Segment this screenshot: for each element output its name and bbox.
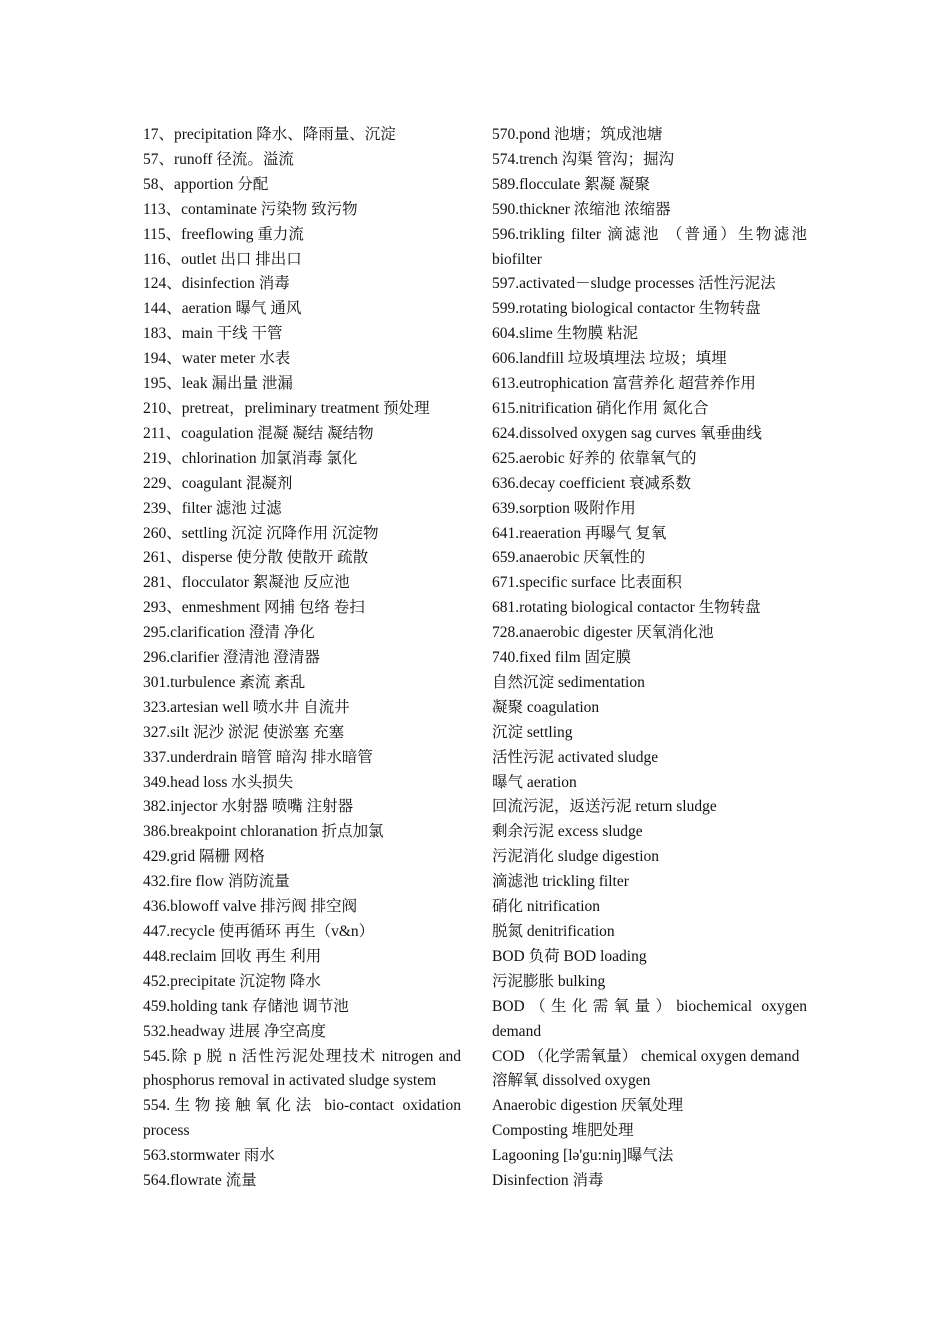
glossary-entry: 261、disperse 使分散 使散开 疏散	[143, 549, 369, 567]
glossary-entry: 432.fire flow 消防流量	[143, 873, 290, 891]
glossary-entry: 281、flocculator 絮凝池 反应池	[143, 574, 350, 592]
glossary-entry: Anaerobic digestion 厌氧处理	[492, 1097, 684, 1115]
glossary-entry: 590.thickner 浓缩池 浓缩器	[492, 200, 671, 218]
glossary-entry: 194、water meter 水表	[143, 350, 291, 368]
glossary-entry: 659.anaerobic 厌氧性的	[492, 549, 646, 567]
glossary-entry: 301.turbulence 紊流 紊乱	[143, 673, 306, 691]
glossary-entry: 活性污泥 activated sludge	[492, 748, 659, 766]
glossary-entry: 曝气 aeration	[492, 773, 577, 791]
glossary-entry: 386.breakpoint chloranation 折点加氯	[143, 823, 384, 841]
glossary-entry: 448.reclaim 回收 再生 利用	[143, 947, 322, 965]
glossary-entry: 459.holding tank 存储池 调节池	[143, 997, 349, 1015]
glossary-entry: BOD 负荷 BOD loading	[492, 947, 647, 965]
glossary-entry: 599.rotating biological contactor 生物转盘	[492, 300, 761, 318]
glossary-entry: 113、contaminate 污染物 致污物	[143, 200, 358, 218]
glossary-entry: 剩余污泥 excess sludge	[492, 823, 643, 841]
glossary-entry: 296.clarifier 澄清池 澄清器	[143, 649, 320, 667]
glossary-entry: 239、filter 滤池 过滤	[143, 499, 282, 517]
glossary-entry: 554.生物接触氧化法 bio-contact oxidation process	[143, 1097, 461, 1140]
glossary-entry: 195、leak 漏出量 泄漏	[143, 375, 293, 393]
glossary-entry: 624.dissolved oxygen sag curves 氧垂曲线	[492, 424, 762, 442]
glossary-entry: 自然沉淀 sedimentation	[492, 673, 645, 691]
glossary-entry: 183、main 干线 干管	[143, 325, 283, 343]
glossary-entry: 115、freeflowing 重力流	[143, 225, 304, 243]
glossary-entry: 613.eutrophication 富营养化 超营养作用	[492, 375, 756, 393]
glossary-entry: Composting 堆肥处理	[492, 1122, 634, 1140]
glossary-entry: 溶解氧 dissolved oxygen	[492, 1072, 651, 1090]
glossary-entry: 382.injector 水射器 喷嘴 注射器	[143, 798, 354, 816]
glossary-entry: 596.trikling filter 滴滤池 （普通）生物滤池 biofilter	[492, 225, 807, 268]
glossary-entry: 144、aeration 曝气 通风	[143, 300, 302, 318]
glossary-entry: 229、coagulant 混凝剂	[143, 474, 293, 492]
glossary-entry: 211、coagulation 混凝 凝结 凝结物	[143, 424, 374, 442]
glossary-entry: 436.blowoff valve 排污阀 排空阀	[143, 898, 358, 916]
right-column	[492, 123, 807, 1194]
glossary-entry: 210、pretreat，preliminary treatment 预处理	[143, 399, 430, 417]
glossary-entry: BOD（生化需氧量）biochemical oxygen demand	[492, 997, 807, 1040]
glossary-entry: 58、apportion 分配	[143, 175, 269, 193]
glossary-entry: 污泥消化 sludge digestion	[492, 848, 660, 866]
glossary-entry: 589.flocculate 絮凝 凝聚	[492, 175, 650, 193]
glossary-entry: 349.head loss 水头损失	[143, 773, 294, 791]
glossary-entry: 671.specific surface 比表面积	[492, 574, 682, 592]
glossary-entry: 563.stormwater 雨水	[143, 1147, 275, 1165]
glossary-entry: 639.sorption 吸附作用	[492, 499, 636, 517]
glossary-entry: COD （化学需氧量） chemical oxygen demand	[492, 1047, 800, 1065]
glossary-entry: 606.landfill 垃圾填埋法 垃圾；填埋	[492, 350, 727, 368]
glossary-entry: 597.activated－sludge processes 活性污泥法	[492, 275, 776, 293]
glossary-entry: 17、precipitation 降水、降雨量、沉淀	[143, 126, 396, 143]
glossary-entry: 回流污泥，返送污泥 return sludge	[492, 798, 717, 816]
glossary-entry: 636.decay coefficient 衰减系数	[492, 474, 691, 492]
glossary-entry: 脱氮 denitrification	[492, 923, 615, 940]
glossary-entry: 57、runoff 径流。溢流	[143, 150, 294, 168]
glossary-entry: 452.precipitate 沉淀物 降水	[143, 972, 321, 990]
glossary-entry: 574.trench 沟渠 管沟；掘沟	[492, 150, 675, 168]
glossary-entry: 564.flowrate 流量	[143, 1172, 257, 1190]
glossary-entry: 295.clarification 澄清 净化	[143, 624, 315, 642]
glossary-entry: 604.slime 生物膜 粘泥	[492, 325, 638, 343]
glossary-entry: 污泥膨胀 bulking	[492, 972, 606, 990]
glossary-entry: 681.rotating biological contactor 生物转盘	[492, 599, 761, 617]
glossary-entry: 323.artesian well 喷水井 自流井	[143, 698, 350, 716]
glossary-entry: 124、disinfection 消毒	[143, 275, 290, 293]
glossary-entry: 570.pond 池塘；筑成池塘	[492, 126, 663, 143]
glossary-entry: 641.reaeration 再曝气 复氧	[492, 524, 667, 542]
glossary-entry: 219、chlorination 加氯消毒 氯化	[143, 449, 358, 467]
glossary-entry: 116、outlet 出口 排出口	[143, 250, 302, 268]
left-column	[143, 123, 461, 1194]
glossary-entry: 沉淀 settling	[492, 723, 573, 741]
glossary-entry: 545.除 p 脱 n 活性污泥处理技术 nitrogen and phosphorus removal in activated sludge system	[143, 1047, 461, 1090]
glossary-entry: Disinfection 消毒	[492, 1172, 604, 1190]
glossary-entry: 532.headway 进展 净空高度	[143, 1022, 326, 1040]
glossary-entry: 凝聚 coagulation	[492, 698, 600, 716]
glossary-entry: 429.grid 隔栅 网格	[143, 848, 265, 866]
glossary-entry: 327.silt 泥沙 淤泥 使淤塞 充塞	[143, 723, 345, 741]
glossary-entry: 447.recycle 使再循环 再生（v&n）	[143, 923, 375, 940]
glossary-entry: 728.anaerobic digester 厌氧消化池	[492, 624, 714, 642]
glossary-entry: 293、enmeshment 网捕 包络 卷扫	[143, 599, 365, 617]
glossary-entry: 615.nitrification 硝化作用 氮化合	[492, 399, 709, 417]
glossary-entry: 625.aerobic 好养的 依靠氧气的	[492, 449, 697, 467]
glossary-entry: 337.underdrain 暗管 暗沟 排水暗管	[143, 748, 373, 766]
glossary-entry: 740.fixed film 固定膜	[492, 649, 632, 667]
glossary-entry: 260、settling 沉淀 沉降作用 沉淀物	[143, 524, 379, 542]
glossary-entry: Lagooning [lə'gu:niŋ]曝气法	[492, 1147, 674, 1165]
glossary-entry: 硝化 nitrification	[492, 898, 601, 916]
glossary-entry: 滴滤池 trickling filter	[492, 873, 629, 891]
